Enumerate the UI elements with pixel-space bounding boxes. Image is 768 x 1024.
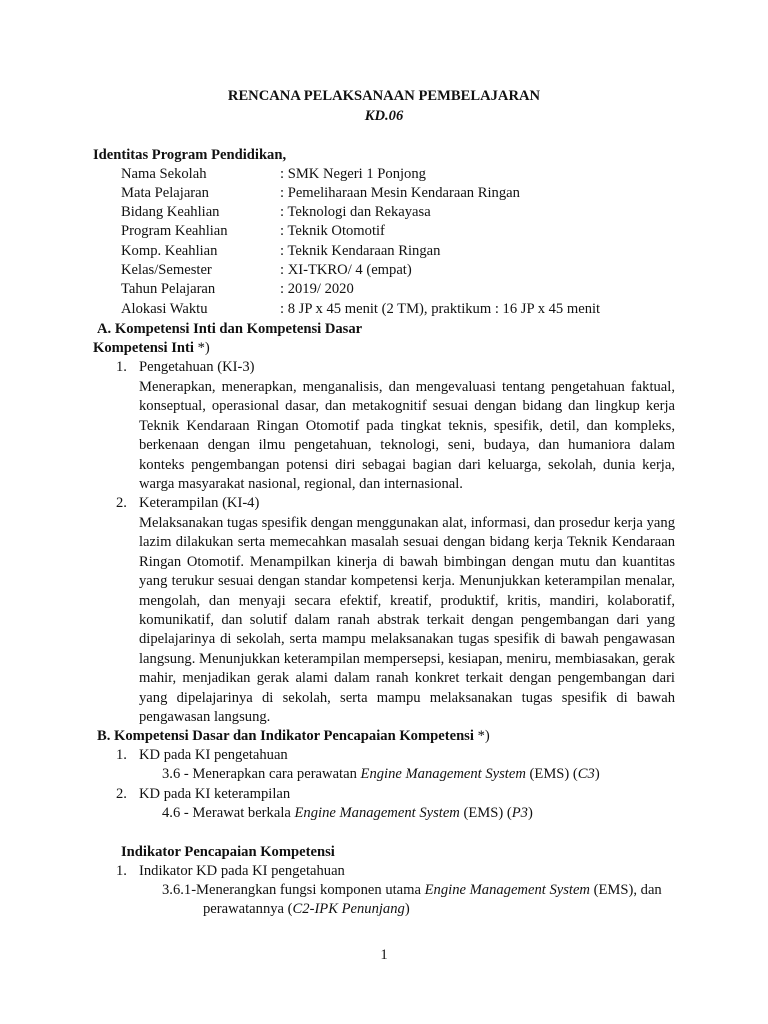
identitas-value: : Pemeliharaan Mesin Kendaraan Ringan [280,185,520,201]
identitas-label: Tahun Pelajaran [121,281,216,297]
ki4-paragraph: Melaksanakan tugas spesifik dengan menggunakan alat, informasi, dan prosedur kerja yang lazim dilakukan serta memecahkan masalah sesuai dengan bidang kerja Teknik Kendaraan Ringan Otomotif. Menampilkan kinerja di bawah bimbingan dengan mutu dan kuantitas yang terukur sesuai dengan standar kompetensi kerja. Menunjukkan keterampilan menalar, mengolah, dan menyaji secara efektif, kreatif, produktif, kritis, mandiri, kolaboratif, komunikatif, dan solutif dalam ranah abstrak terkait dengan pengembangan dari yang dipelajarinya di sekolah, serta mampu melaksanakan tugas spesifik di bawah pengawasan langsung. Menunjukkan keterampilan mempersepsi, kesiapan, meniru, membiasakan, gerak mahir, menjadikan gerak alami dalam ranah konkret terkait dengan pengembangan dari yang dipelajarinya di sekolah, serta mampu melaksanakan tugas spesifik di bawah pengawasan langsung. [139,515,675,726]
ipk-text-end: ) [404,901,410,917]
kd1-text-mid: (EMS) ( [525,766,578,782]
identitas-value: : Teknik Kendaraan Ringan [280,243,441,259]
kd1-title: KD pada KI pengetahuan [139,747,288,763]
indikator-heading: Indikator Pencapaian Kompetensi [121,844,335,860]
ki3-paragraph: Menerapkan, menerapkan, menganalisis, dan mengevaluasi tentang pengetahuan faktual, konseptual, operasional dasar, dan metakognitif sesuai dengan bidang dan lingkup kerja Teknik Kendaraan Ringan Otomotif pada tingkat teknis, spesifik, detil, dan kompleks, berkenaan dengan ilmu pengetahuan, teknologi, seni, budaya, dan humaniora dalam konteks pengembangan potensi diri sebagai bagian dari keluarga, sekolah, dunia kerja, warga masyarakat nasional, regional, dan internasional. [139,379,675,493]
kd1-term: Engine Management System [360,766,526,782]
ki-heading: Kompetensi Inti [93,340,194,356]
identitas-value: : Teknik Otomotif [280,223,385,239]
identitas-label: Kelas/Semester [121,262,212,278]
ki3-title: Pengetahuan (KI-3) [139,359,255,375]
ipk-statement-line2 [203,900,410,919]
section-b-heading-line [97,727,490,746]
kd1-text: 3.6 - Menerapkan cara perawatan [162,766,361,782]
kd1-statement [162,765,600,784]
document-subtitle: KD.06 [364,108,404,124]
ki-note: *) [193,340,210,356]
indikator-number: 1. [116,863,127,879]
section-b-heading: B. Kompetensi Dasar dan Indikator Pencapaian Kompetensi [97,728,474,744]
identitas-value: : 8 JP x 45 menit (2 TM), praktikum : 16 JP x 45 menit [280,301,601,317]
identitas-heading: Identitas Program Pendidikan, [93,147,287,163]
identitas-label: Nama Sekolah [121,166,207,182]
ki4-title: Keterampilan (KI-4) [139,495,260,511]
page-number: 1 [380,947,388,963]
ipk-text: 3.6.1-Menerangkan fungsi komponen utama [162,882,425,898]
kd1-number: 1. [116,747,127,763]
section-a-heading: A. Kompetensi Inti dan Kompetensi Dasar [97,321,363,337]
kd2-title: KD pada KI keterampilan [139,786,291,802]
identitas-label: Komp. Keahlian [121,243,218,259]
kd2-statement [162,804,533,823]
identitas-value: : XI-TKRO/ 4 (empat) [280,262,412,278]
kd2-text-mid: (EMS) ( [459,805,512,821]
identitas-value: : 2019/ 2020 [280,281,354,297]
identitas-value: : SMK Negeri 1 Ponjong [280,166,426,182]
identitas-value: : Teknologi dan Rekayasa [280,204,431,220]
section-b-note: *) [473,728,490,744]
ipk-category: C2-IPK Penunjang [292,901,405,917]
kd2-text: 4.6 - Merawat berkala [162,805,295,821]
identitas-label: Mata Pelajaran [121,185,209,201]
ipk-statement-line1 [162,881,662,900]
kd1-code: C3 [577,766,595,782]
kd2-code: P3 [511,805,528,821]
kd2-text-end: ) [527,805,533,821]
identitas-label: Program Keahlian [121,223,228,239]
identitas-label: Bidang Keahlian [121,204,220,220]
identitas-label: Alokasi Waktu [121,301,208,317]
kd2-number: 2. [116,786,127,802]
ipk-text-mid: (EMS), dan [589,882,662,898]
ipk-text-2: perawatannya ( [203,901,293,917]
ipk-term: Engine Management System [424,882,590,898]
kd1-text-end: ) [594,766,600,782]
ki4-number: 2. [116,495,127,511]
ki3-number: 1. [116,359,127,375]
kd2-term: Engine Management System [294,805,460,821]
document-title: RENCANA PELAKSANAAN PEMBELAJARAN [227,88,541,104]
ki-heading-line [93,339,210,358]
indikator-title: Indikator KD pada KI pengetahuan [139,863,345,879]
